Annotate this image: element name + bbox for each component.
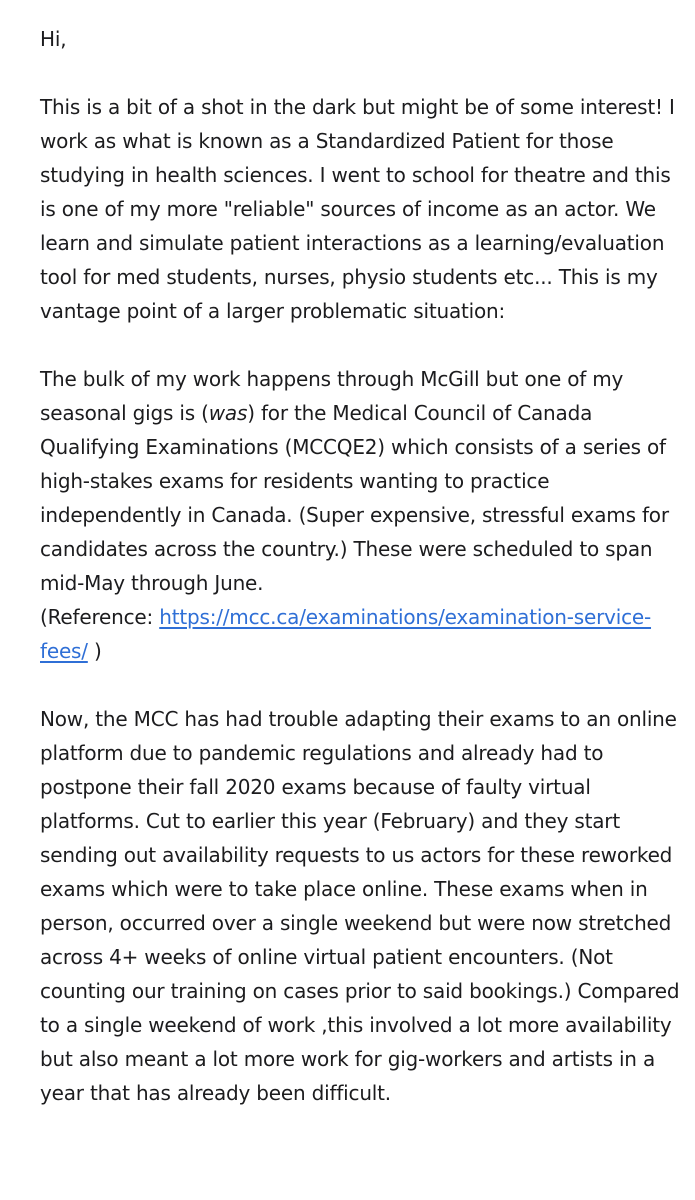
paragraph-mcc-exams bbox=[40, 362, 680, 668]
paragraph-online-exams: Now, the MCC has had trouble adapting their exams to an online platform due to pandemic regulations and already had to postpone their fall 2020 exams because of faulty virtual platforms. Cut to earlier this year (February) and they start sending out availability requests to us actors for these reworked exams which were to take place online. These exams when in person, occurred over a single weekend but were now stretched across 4+ weeks of online virtual patient encounters. (Not counting our training on cases prior to said bookings.) Compared to a single weekend of work ,this involved a lot more availability but also meant a lot more work for gig-workers and artists in a year that has already been difficult. bbox=[40, 707, 680, 1105]
text-after-italic: ) for the Medical Council of Canada Qualifying Examinations (MCCQE2) which consists of a series of high-stakes exams for residents wanting to practice independently in Canada. (Super expensive, stressful exams for candidates across the country.) These were scheduled to span mid-May through June. bbox=[40, 401, 669, 595]
italic-was: was bbox=[208, 401, 248, 425]
greeting: Hi, bbox=[40, 27, 67, 51]
text-before-italic: The bulk of my work happens through McGill but one of my seasonal gigs is ( bbox=[40, 367, 624, 425]
reference-suffix: ) bbox=[87, 639, 102, 663]
reference-prefix: (Reference: bbox=[40, 605, 160, 629]
reference-link[interactable]: https://mcc.ca/examinations/examination-service-fees/ bbox=[40, 605, 652, 663]
paragraph-intro: This is a bit of a shot in the dark but might be of some interest! I work as what is known as a Standardized Patient for those studying in health sciences. I went to school for theatre and this is one of my more "reliable" sources of income as an actor. We learn and simulate patient interactions as a learning/evaluation tool for med students, nurses, physio students etc... This is my vantage point of a larger problematic situation: bbox=[40, 95, 675, 323]
email-body bbox=[40, 22, 680, 1110]
